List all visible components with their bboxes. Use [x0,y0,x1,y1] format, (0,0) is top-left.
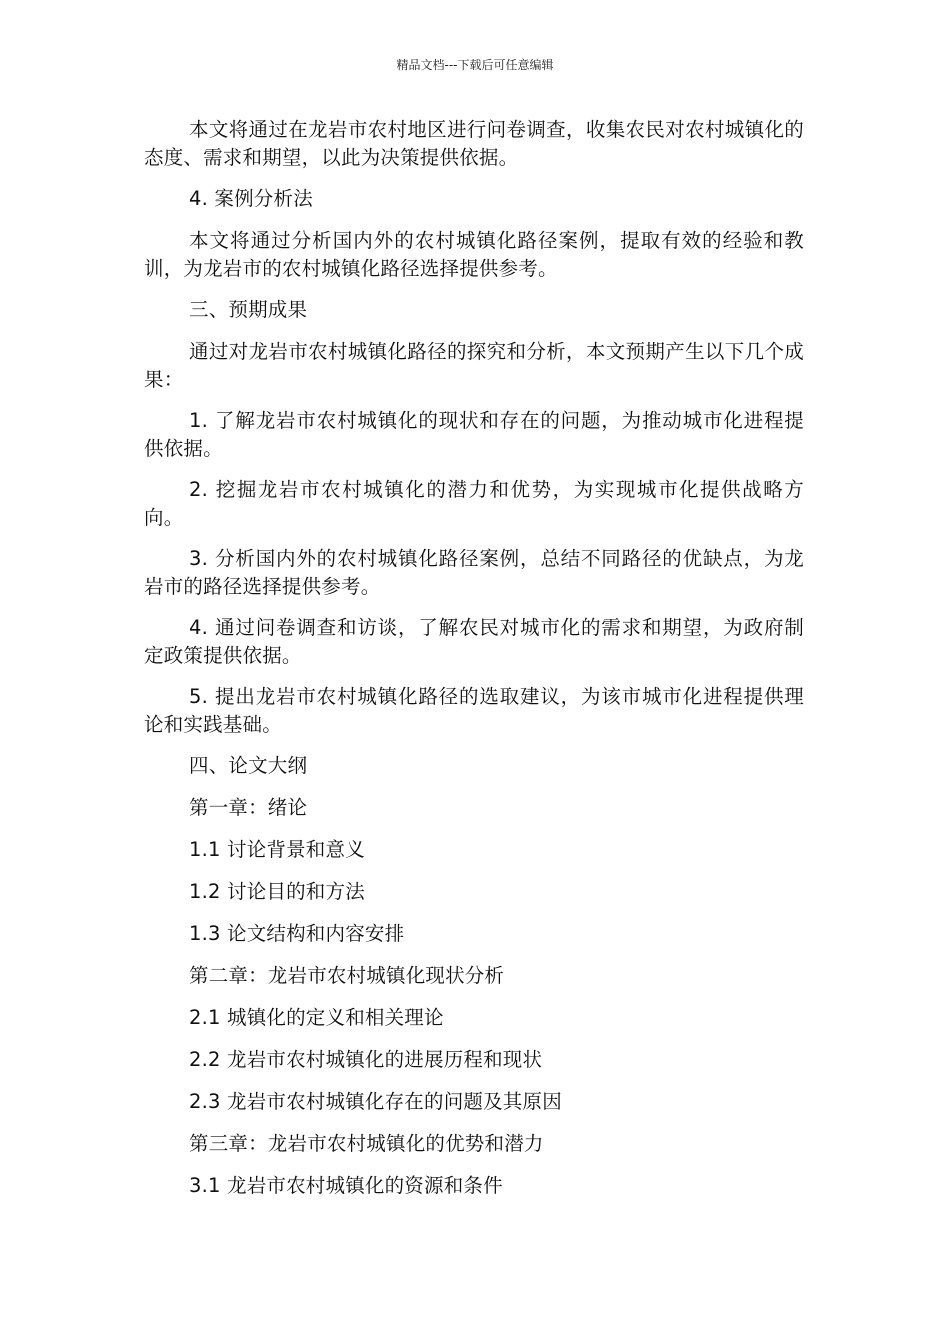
result-item-4: 4. 通过问卷调查和访谈，了解农民对城市化的需求和期望，为政府制定政策提供依据。 [144,616,804,667]
result-item-3: 3. 分析国内外的农村城镇化路径案例，总结不同路径的优缺点，为龙岩市的路径选择提供参考。 [144,547,804,598]
result-item-5: 5. 提出龙岩市农村城镇化路径的选取建议，为该市城市化进程提供理论和实践基础。 [144,685,804,736]
page-header: 精品文档---下载后可任意编辑 [396,58,554,72]
expected-results-intro: 通过对龙岩市农村城镇化路径的探究和分析，本文预期产生以下几个成果： [144,340,804,391]
result-item-1: 1. 了解龙岩市农村城镇化的现状和存在的问题，为推动城市化进程提供依据。 [144,409,804,460]
section-2-3: 2.3 龙岩市农村城镇化存在的问题及其原因 [189,1090,562,1113]
result-item-2: 2. 挖掘龙岩市农村城镇化的潜力和优势，为实现城市化提供战略方向。 [144,478,804,529]
chapter-3-title: 第三章：龙岩市农村城镇化的优势和潜力 [189,1132,544,1155]
case-analysis-heading: 4. 案例分析法 [189,187,313,210]
section-1-1: 1.1 讨论背景和意义 [189,838,365,861]
chapter-1-title: 第一章：绪论 [189,796,308,819]
survey-method-paragraph: 本文将通过在龙岩市农村地区进行问卷调查，收集农民对农村城镇化的态度、需求和期望，以此为决策提供依据。 [144,118,804,169]
case-analysis-paragraph: 本文将通过分析国内外的农村城镇化路径案例，提取有效的经验和教训，为龙岩市的农村城镇化路径选择提供参考。 [144,229,804,280]
section-1-3: 1.3 论文结构和内容安排 [189,922,405,945]
outline-heading: 四、论文大纲 [189,754,308,777]
expected-results-heading: 三、预期成果 [189,298,308,321]
section-2-1: 2.1 城镇化的定义和相关理论 [189,1006,444,1029]
document-body [144,116,804,1214]
section-2-2: 2.2 龙岩市农村城镇化的进展历程和现状 [189,1048,543,1071]
chapter-2-title: 第二章：龙岩市农村城镇化现状分析 [189,964,505,987]
section-1-2: 1.2 讨论目的和方法 [189,880,365,903]
section-3-1: 3.1 龙岩市农村城镇化的资源和条件 [189,1174,503,1197]
